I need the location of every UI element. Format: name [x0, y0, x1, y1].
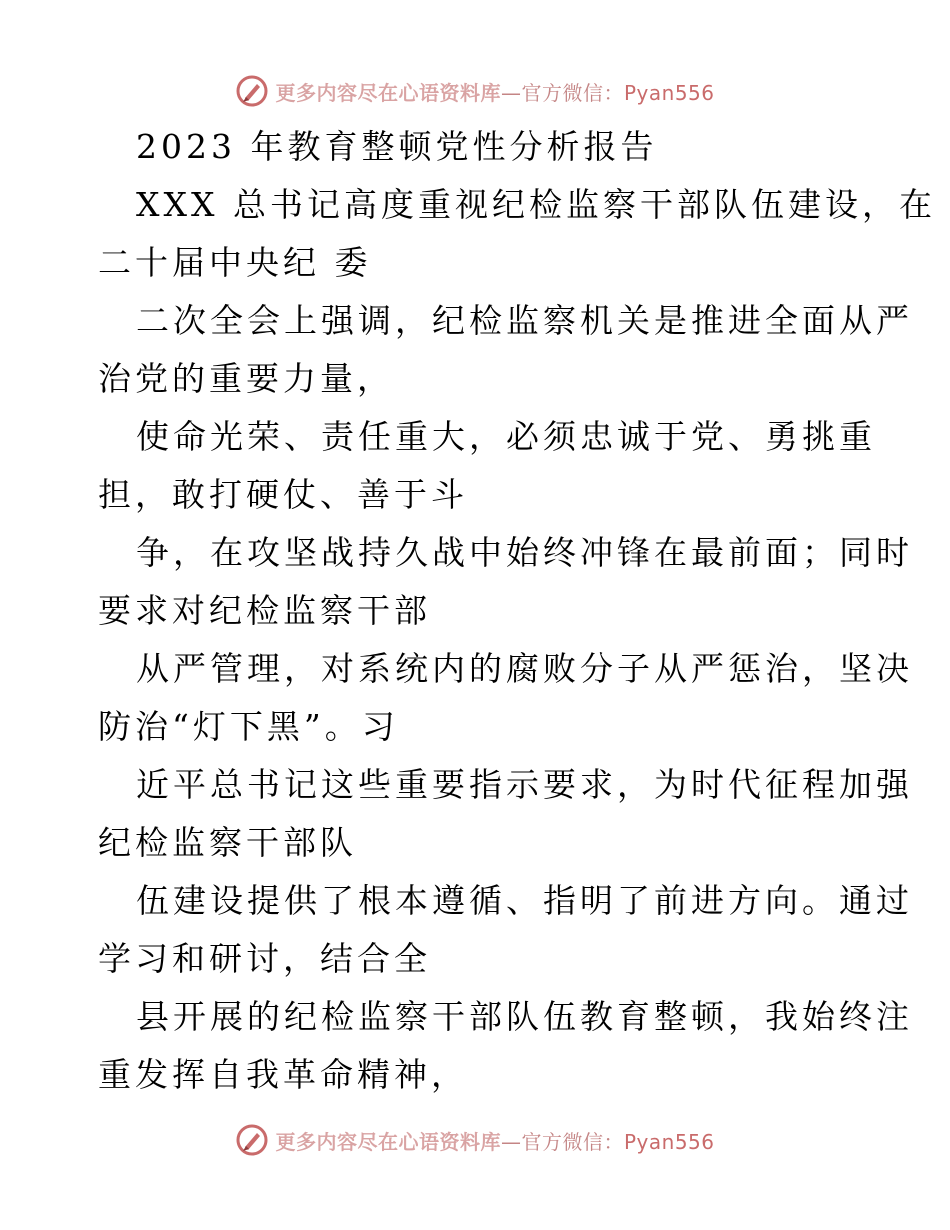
- paragraph-line: 治党的重要力量，: [98, 359, 394, 398]
- banner-wechat-label: —官方微信：: [500, 80, 624, 105]
- banner-wechat-id: Pyan556: [623, 80, 715, 105]
- paragraph-line: 重发挥自我革命精神，: [98, 1055, 468, 1094]
- paragraph-line: 从严管理，对系统内的腐败分子从严惩治，坚决: [136, 649, 913, 688]
- paragraph-line: 使命光荣、责任重大，必须忠诚于党、勇挑重: [136, 417, 876, 456]
- banner-wechat-id: Pyan556: [623, 1129, 715, 1154]
- header-banner: [0, 71, 950, 111]
- paragraph-line: 担，敢打硬仗、善于斗: [98, 475, 468, 514]
- paragraph-line: 近平总书记这些重要指示要求，为时代征程加强: [136, 765, 913, 804]
- paragraph-line: 学习和研讨，结合全: [98, 939, 431, 978]
- paragraph-line: 争，在攻坚战持久战中始终冲锋在最前面；同时: [136, 533, 913, 572]
- document-body: [98, 118, 936, 1104]
- paragraph-line: 伍建设提供了根本遵循、指明了前进方向。通过: [136, 881, 913, 920]
- paragraph-line: 二次全会上强调，纪检监察机关是推进全面从严: [136, 301, 913, 340]
- footer-banner: [0, 1120, 950, 1160]
- paragraph-line: XXX 总书记高度重视纪检监察干部队伍建设，在: [136, 185, 936, 224]
- paragraph-line: 二十届中央纪 委: [98, 243, 372, 282]
- banner-slogan: 更多内容尽在心语资料库: [275, 1129, 501, 1154]
- paragraph-line: 县开展的纪检监察干部队伍教育整顿，我始终注: [136, 997, 913, 1036]
- paragraph-line: 要求对纪检监察干部: [98, 591, 431, 630]
- pen-logo-icon: [235, 74, 269, 108]
- footer-banner-inner: [235, 1123, 714, 1157]
- banner-wechat-label: —官方微信：: [500, 1129, 624, 1154]
- pen-logo-icon: [235, 1123, 269, 1157]
- header-banner-text: [275, 77, 714, 106]
- banner-slogan: 更多内容尽在心语资料库: [275, 80, 501, 105]
- paragraph-line: 防治“灯下黑”。习: [98, 707, 399, 746]
- paragraph-line: 纪检监察干部队: [98, 823, 357, 862]
- document-title: 2023 年教育整顿党性分析报告: [136, 127, 658, 166]
- header-banner-inner: [235, 74, 714, 108]
- footer-banner-text: [275, 1126, 714, 1155]
